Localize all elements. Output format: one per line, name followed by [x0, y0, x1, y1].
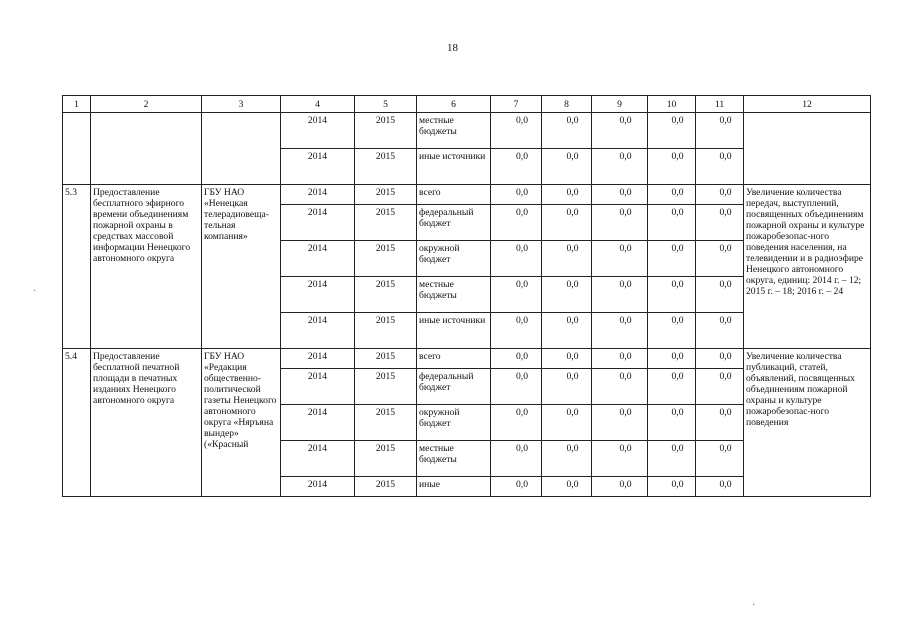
start-year-cell: 2014 [281, 241, 355, 277]
executor-cell [202, 113, 281, 185]
amount-cell: 0,0 [696, 241, 744, 277]
amount-cell: 0,0 [592, 113, 648, 149]
column-header: 2 [91, 96, 202, 113]
amount-cell: 0,0 [592, 277, 648, 313]
amount-cell: 0,0 [696, 369, 744, 405]
amount-cell: 0,0 [491, 113, 542, 149]
amount-cell: 0,0 [542, 113, 592, 149]
start-year-cell: 2014 [281, 369, 355, 405]
amount-cell: 0,0 [491, 205, 542, 241]
scan-mark: · [33, 286, 37, 297]
amount-cell: 0,0 [648, 205, 696, 241]
amount-cell: 0,0 [542, 241, 592, 277]
amount-cell: 0,0 [592, 441, 648, 477]
column-header: 4 [281, 96, 355, 113]
end-year-cell: 2015 [355, 313, 417, 349]
amount-cell: 0,0 [542, 313, 592, 349]
start-year-cell: 2014 [281, 313, 355, 349]
column-header: 10 [648, 96, 696, 113]
funding-source-cell: местные бюджеты [417, 441, 491, 477]
end-year-cell: 2015 [355, 477, 417, 497]
amount-cell: 0,0 [491, 241, 542, 277]
amount-cell: 0,0 [592, 405, 648, 441]
page-number: 18 [447, 42, 458, 54]
amount-cell: 0,0 [491, 185, 542, 205]
end-year-cell: 2015 [355, 441, 417, 477]
amount-cell: 0,0 [592, 349, 648, 369]
amount-cell: 0,0 [542, 149, 592, 185]
amount-cell: 0,0 [542, 405, 592, 441]
amount-cell: 0,0 [592, 369, 648, 405]
start-year-cell: 2014 [281, 205, 355, 241]
item-name-cell: Предоставление бесплатного эфирного времени объединениям пожарной охраны в средствах массовой информации Ненецкого автономного округа [91, 185, 202, 349]
funding-source-cell: всего [417, 349, 491, 369]
column-header: 3 [202, 96, 281, 113]
amount-cell: 0,0 [491, 149, 542, 185]
amount-cell: 0,0 [491, 277, 542, 313]
result-cell: Увеличение количества публикаций, статей, объявлений, посвященных объединениям пожарной охраны и культуре пожаробезопас-ного поведения [744, 349, 871, 497]
amount-cell: 0,0 [592, 205, 648, 241]
start-year-cell: 2014 [281, 349, 355, 369]
funding-source-cell: федеральный бюджет [417, 369, 491, 405]
amount-cell: 0,0 [648, 113, 696, 149]
funding-source-cell: иные источники [417, 313, 491, 349]
program-table [62, 95, 871, 497]
executor-cell: ГБУ НАО «Редакция общественно-политической газеты Ненецкого автономного округа «Няръяна вындер» («Красный [202, 349, 281, 497]
end-year-cell: 2015 [355, 349, 417, 369]
amount-cell: 0,0 [592, 477, 648, 497]
amount-cell: 0,0 [491, 477, 542, 497]
scan-mark: · [752, 600, 756, 611]
column-header: 6 [417, 96, 491, 113]
amount-cell: 0,0 [696, 149, 744, 185]
amount-cell: 0,0 [542, 477, 592, 497]
item-name-cell: Предоставление бесплатной печатной площади в печатных изданиях Ненецкого автономного округа [91, 349, 202, 497]
column-header: 11 [696, 96, 744, 113]
end-year-cell: 2015 [355, 185, 417, 205]
amount-cell: 0,0 [648, 313, 696, 349]
amount-cell: 0,0 [696, 205, 744, 241]
start-year-cell: 2014 [281, 477, 355, 497]
amount-cell: 0,0 [696, 313, 744, 349]
table-body [63, 96, 871, 497]
funding-source-cell: всего [417, 185, 491, 205]
amount-cell: 0,0 [696, 113, 744, 149]
start-year-cell: 2014 [281, 277, 355, 313]
amount-cell: 0,0 [648, 405, 696, 441]
column-header: 5 [355, 96, 417, 113]
funding-source-cell: местные бюджеты [417, 113, 491, 149]
amount-cell: 0,0 [592, 185, 648, 205]
amount-cell: 0,0 [648, 277, 696, 313]
amount-cell: 0,0 [542, 349, 592, 369]
column-header: 1 [63, 96, 91, 113]
start-year-cell: 2014 [281, 185, 355, 205]
amount-cell: 0,0 [592, 149, 648, 185]
amount-cell: 0,0 [542, 369, 592, 405]
end-year-cell: 2015 [355, 149, 417, 185]
amount-cell: 0,0 [491, 405, 542, 441]
item-number-cell: 5.4 [63, 349, 91, 497]
amount-cell: 0,0 [648, 149, 696, 185]
result-cell [744, 113, 871, 185]
amount-cell: 0,0 [696, 185, 744, 205]
column-header: 8 [542, 96, 592, 113]
funding-source-cell: иные [417, 477, 491, 497]
table-row [63, 185, 871, 205]
start-year-cell: 2014 [281, 441, 355, 477]
amount-cell: 0,0 [491, 349, 542, 369]
funding-source-cell: иные источники [417, 149, 491, 185]
funding-source-cell: федеральный бюджет [417, 205, 491, 241]
amount-cell: 0,0 [696, 277, 744, 313]
amount-cell: 0,0 [491, 369, 542, 405]
end-year-cell: 2015 [355, 405, 417, 441]
result-cell: Увеличение количества передач, выступлений, посвященных объединениям пожарной охраны и культуре пожаробезопас-ного поведения населения, на телевидении и в радиоэфире Ненецкого автономного округа, единиц: 2014 г. – 12; 2015 г. – 18; 2016 г. – 24 [744, 185, 871, 349]
header-row [63, 96, 871, 113]
amount-cell: 0,0 [592, 241, 648, 277]
end-year-cell: 2015 [355, 277, 417, 313]
amount-cell: 0,0 [696, 441, 744, 477]
amount-cell: 0,0 [696, 405, 744, 441]
executor-cell: ГБУ НАО «Ненецкая телерадиовеща-тельная компания» [202, 185, 281, 349]
item-number-cell [63, 113, 91, 185]
amount-cell: 0,0 [648, 369, 696, 405]
amount-cell: 0,0 [491, 441, 542, 477]
amount-cell: 0,0 [542, 441, 592, 477]
end-year-cell: 2015 [355, 113, 417, 149]
column-header: 12 [744, 96, 871, 113]
end-year-cell: 2015 [355, 241, 417, 277]
item-number-cell: 5.3 [63, 185, 91, 349]
amount-cell: 0,0 [648, 441, 696, 477]
amount-cell: 0,0 [542, 205, 592, 241]
amount-cell: 0,0 [648, 241, 696, 277]
amount-cell: 0,0 [542, 277, 592, 313]
start-year-cell: 2014 [281, 405, 355, 441]
amount-cell: 0,0 [648, 477, 696, 497]
table-row [63, 349, 871, 369]
amount-cell: 0,0 [648, 349, 696, 369]
end-year-cell: 2015 [355, 205, 417, 241]
start-year-cell: 2014 [281, 149, 355, 185]
amount-cell: 0,0 [648, 185, 696, 205]
amount-cell: 0,0 [696, 477, 744, 497]
column-header: 9 [592, 96, 648, 113]
amount-cell: 0,0 [491, 313, 542, 349]
item-name-cell [91, 113, 202, 185]
funding-source-cell: окружной бюджет [417, 405, 491, 441]
column-header: 7 [491, 96, 542, 113]
amount-cell: 0,0 [592, 313, 648, 349]
start-year-cell: 2014 [281, 113, 355, 149]
amount-cell: 0,0 [542, 185, 592, 205]
funding-source-cell: окружной бюджет [417, 241, 491, 277]
amount-cell: 0,0 [696, 349, 744, 369]
table-row [63, 113, 871, 149]
funding-source-cell: местные бюджеты [417, 277, 491, 313]
end-year-cell: 2015 [355, 369, 417, 405]
